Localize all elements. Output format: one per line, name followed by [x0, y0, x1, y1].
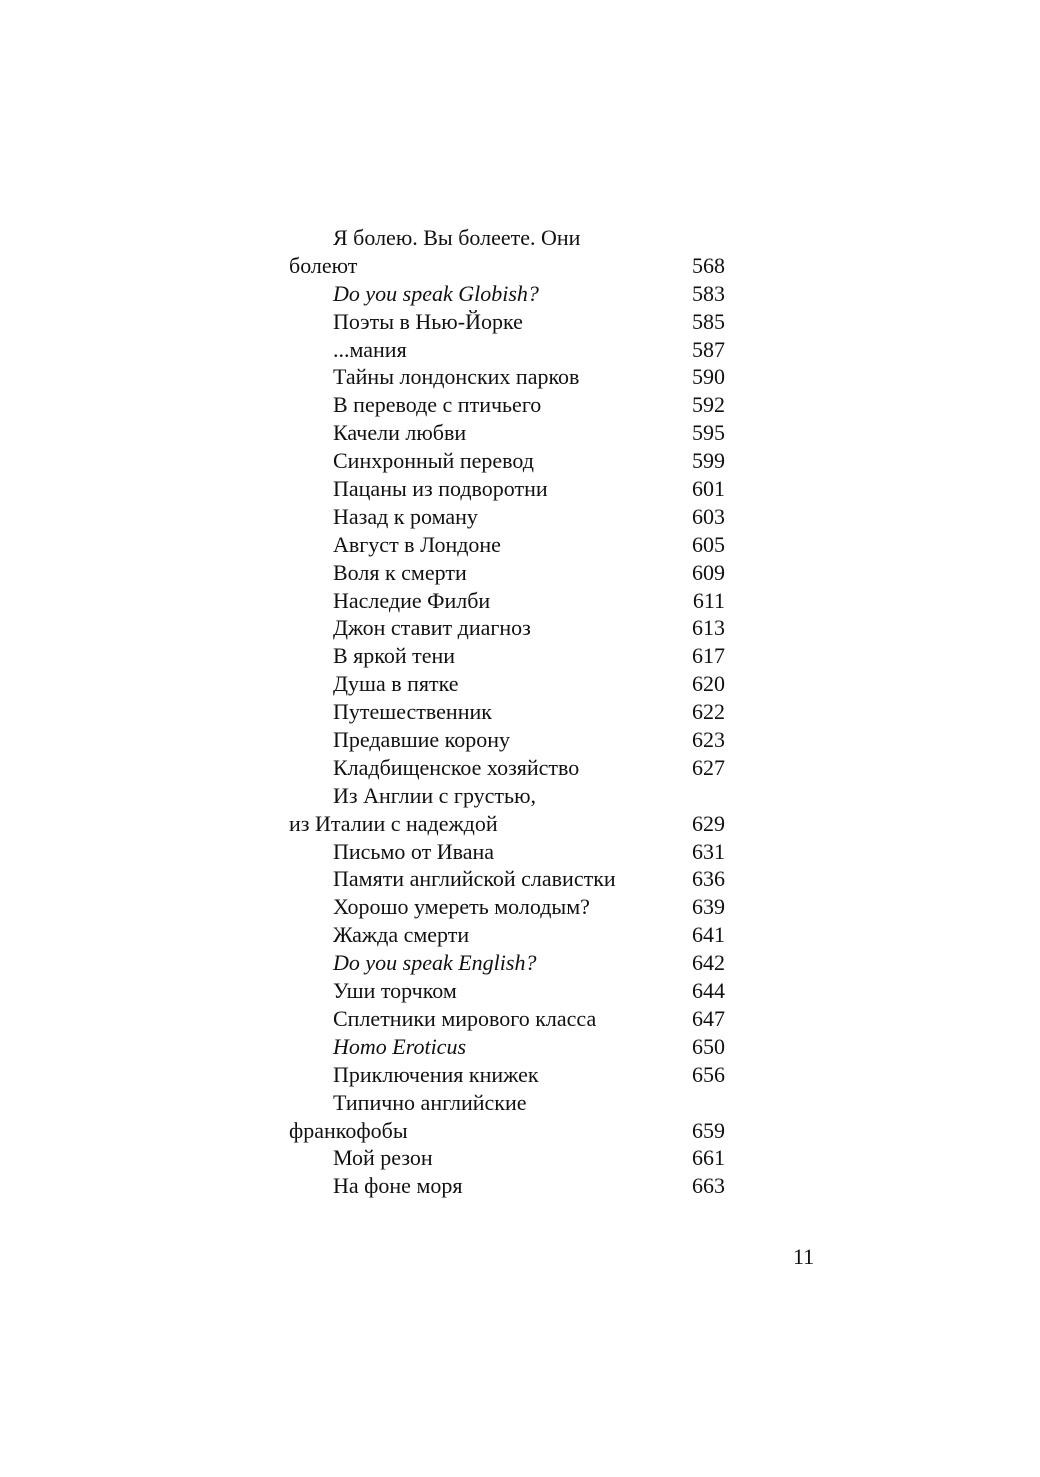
toc-line	[289, 1144, 725, 1172]
toc-line	[289, 921, 725, 949]
toc-entry-page: 650	[692, 1033, 725, 1059]
toc-entry-page: 639	[692, 894, 725, 920]
toc-entry-title: В переводе с птичьего	[333, 392, 542, 418]
toc-entry-title: Воля к смерти	[333, 559, 467, 585]
toc-entry-title: Приключения книжек	[333, 1061, 539, 1087]
toc-line	[289, 252, 725, 280]
page-number: 11	[793, 1244, 815, 1269]
toc-entry-title: Назад к роману	[333, 503, 478, 529]
toc-entry-page: 623	[692, 727, 725, 753]
toc-line	[289, 977, 725, 1005]
toc-entry-page: 611	[692, 587, 725, 613]
toc-entry-page: 585	[692, 308, 725, 334]
toc-entry-page: 622	[692, 699, 725, 725]
toc-entry-title: Пацаны из подворотни	[333, 476, 548, 502]
toc-line	[289, 391, 725, 419]
toc-line	[289, 559, 725, 587]
toc-line	[289, 224, 725, 252]
toc-entry-title: Хорошо умереть молодым?	[333, 894, 590, 920]
toc-entry-title: Предавшие корону	[333, 727, 511, 753]
toc-entry-page: 583	[692, 280, 725, 306]
toc-entry-page: 647	[692, 1005, 725, 1031]
toc-entry-page: 656	[692, 1061, 725, 1087]
toc-entry-page: 629	[692, 810, 725, 836]
toc-entry-title: Душа в пятке	[333, 671, 459, 697]
toc-entry-page: 617	[692, 643, 725, 669]
toc-entry-page: 620	[692, 671, 725, 697]
toc-entry-title: Из Англии с грустью,	[333, 782, 537, 808]
toc-entry-title: Жажда смерти	[333, 922, 470, 948]
toc-line	[289, 1172, 725, 1200]
toc-line	[289, 893, 725, 921]
toc-line	[289, 698, 725, 726]
toc-entry-title: Джон ставит диагноз	[333, 615, 531, 641]
toc-entry-title: Я болею. Вы болеете. Они	[333, 225, 581, 250]
toc-entry-title: Сплетники мирового класса	[333, 1005, 597, 1031]
toc-entry-page: 641	[692, 922, 725, 948]
toc-line	[289, 336, 725, 364]
toc-line	[289, 280, 725, 308]
toc-line	[289, 1005, 725, 1033]
toc-entry-title: Качели любви	[333, 420, 467, 446]
toc-entry-title: ...мания	[333, 336, 407, 362]
toc-entry-title: Август в Лондоне	[333, 531, 501, 557]
toc-entry-title: В яркой тени	[333, 643, 456, 669]
toc-line	[289, 503, 725, 531]
toc-entry-title: Наследие Филби	[333, 587, 491, 613]
toc-entry-title: Do you speak Globish?	[333, 280, 539, 306]
toc-line	[289, 810, 725, 838]
toc-entry-title: Кладбищенское хозяйство	[333, 754, 580, 780]
toc-line	[289, 475, 725, 503]
toc-entry-page: 601	[692, 476, 725, 502]
toc-entry-title: франкофобы	[289, 1117, 408, 1143]
toc-line	[289, 1117, 725, 1145]
toc-entry-title: Памяти английской славистки	[333, 866, 616, 892]
toc-entry-page: 613	[692, 615, 725, 641]
toc-entry-title: Письмо от Ивана	[333, 838, 494, 864]
toc-entry-page: 661	[692, 1145, 725, 1171]
toc-line	[289, 1033, 725, 1061]
toc-line	[289, 949, 725, 977]
toc-entry-page: 568	[692, 252, 725, 278]
toc-entry-page: 599	[692, 448, 725, 474]
toc-entry-title: Do you speak English?	[333, 950, 537, 976]
toc-line	[289, 587, 725, 615]
toc-line	[289, 614, 725, 642]
toc-entry-page: 644	[692, 978, 725, 1004]
toc-entry-title: Тайны лондонских парков	[333, 364, 580, 390]
toc-entry-page: 642	[692, 950, 725, 976]
toc-line	[289, 726, 725, 754]
toc-line	[289, 363, 725, 391]
toc-entry-page: 590	[692, 364, 725, 390]
toc-entry-page: 636	[692, 866, 725, 892]
toc-entry-page: 659	[692, 1117, 725, 1143]
toc-line	[289, 1089, 725, 1117]
toc-line	[289, 308, 725, 336]
toc-entry-page: 587	[692, 336, 725, 362]
toc-entry-page: 592	[692, 392, 725, 418]
toc-entry-title: Homo Eroticus	[333, 1033, 467, 1059]
toc-entry-title: Уши торчком	[333, 978, 457, 1004]
toc-entry-title: из Италии с надеждой	[289, 810, 498, 836]
toc-line	[289, 670, 725, 698]
toc-entry-title: Мой резон	[333, 1145, 433, 1171]
toc-entry-page: 627	[692, 754, 725, 780]
toc-entry-page: 631	[692, 838, 725, 864]
toc-entry-page: 595	[692, 420, 725, 446]
toc-entry-page: 605	[692, 531, 725, 557]
toc-entry-title: Путешественник	[333, 699, 492, 725]
toc-entry-title: Синхронный перевод	[333, 448, 534, 474]
toc-line	[289, 754, 725, 782]
toc-entry-title: болеют	[289, 252, 358, 278]
toc-line	[289, 1061, 725, 1089]
toc-line	[289, 865, 725, 893]
toc-line	[289, 419, 725, 447]
toc-line	[289, 447, 725, 475]
toc-entry-page: 609	[692, 559, 725, 585]
toc-line	[289, 838, 725, 866]
toc-entry-title: Типично английские	[333, 1089, 527, 1115]
toc-entry-page: 603	[692, 503, 725, 529]
toc-entry-title: Поэты в Нью-Йорке	[333, 308, 523, 334]
table-of-contents	[289, 224, 725, 1200]
toc-line	[289, 642, 725, 670]
toc-entry-page: 663	[692, 1173, 725, 1199]
toc-entry-title: На фоне моря	[333, 1173, 463, 1199]
toc-line	[289, 782, 725, 810]
toc-line	[289, 531, 725, 559]
